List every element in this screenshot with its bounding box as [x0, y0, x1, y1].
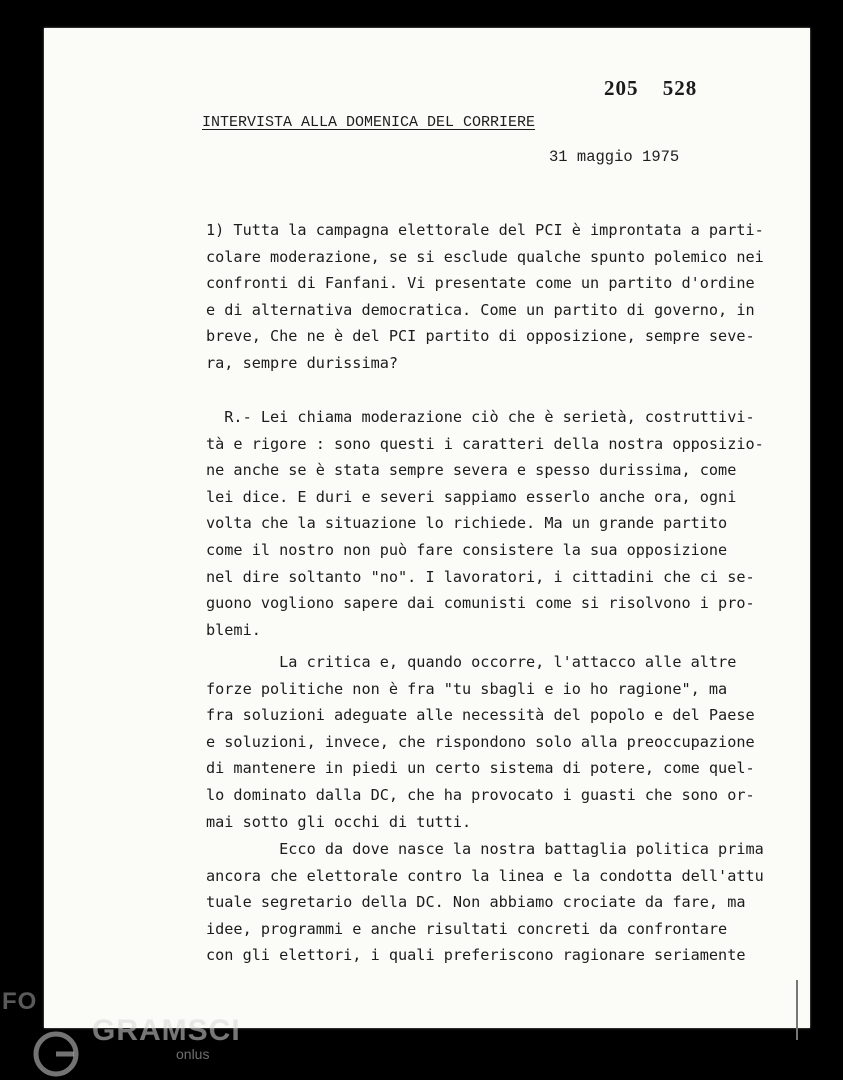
watermark-suffix: onlus	[176, 1046, 210, 1062]
gramsci-logo-icon	[32, 1030, 80, 1078]
watermark-prefix: FO	[2, 988, 38, 1015]
question-paragraph: 1) Tutta la campagna elettorale del PCI è improntata a parti- colare moderazione, se si esclude qualche spunto polemico nei confronti di Fanfani. Vi presentate come un partito d'ordine e di alternativa democratica. Come un partito di governo, in breve, Che ne è del PCI partito di opposizione, sempre seve- ra, sempre durissima?	[206, 221, 764, 372]
scan-edge-mark	[796, 980, 798, 1040]
document-title: INTERVISTA ALLA DOMENICA DEL CORRIERE	[202, 114, 536, 131]
answer-paragraph: R.- Lei chiama moderazione ciò che è serietà, costruttivi- tà e rigore : sono questi i caratteri della nostra opposizio- ne anche se è stata sempre severa e spesso durissima, come lei dice. E duri e severi sappiamo esserlo anche ora, ogni volta che la situazione lo richiede. Ma un grande partito come il nostro non può fare consistere la sua opposizione nel dire soltanto "no". I lavoratori, i cittadini che ci se- guono vogliono sapere dai comunisti come si risolvono i pro- blemi.	[206, 408, 764, 639]
body-paragraph: La critica e, quando occorre, l'attacco alle altre forze politiche non è fra "tu sbagli e io ho ragione", ma fra soluzioni adeguate alle necessità del popolo e del Paese e soluzioni, invece, che rispondono solo alla preoccupazione di mantenere in piedi un certo sistema di potere, come quel- lo dominato dalla DC, che ha provocato i guasti che sono or- mai sotto gli occhi di tutti.	[206, 653, 755, 831]
document-date: 31 maggio 1975	[549, 148, 680, 166]
watermark-name: GRAMSCI	[92, 1014, 241, 1047]
document-number: 205 528	[604, 76, 698, 100]
body-paragraph: Ecco da dove nasce la nostra battaglia politica prima ancora che elettorale contro la linea e la condotta dell'attu tuale segretario della DC. Non abbiamo crociate da fare, ma idee, programmi e anche risultati concreti da confrontare con gli elettori, i quali preferiscono ragionare seriamente	[206, 840, 764, 965]
document-page	[44, 28, 810, 1028]
